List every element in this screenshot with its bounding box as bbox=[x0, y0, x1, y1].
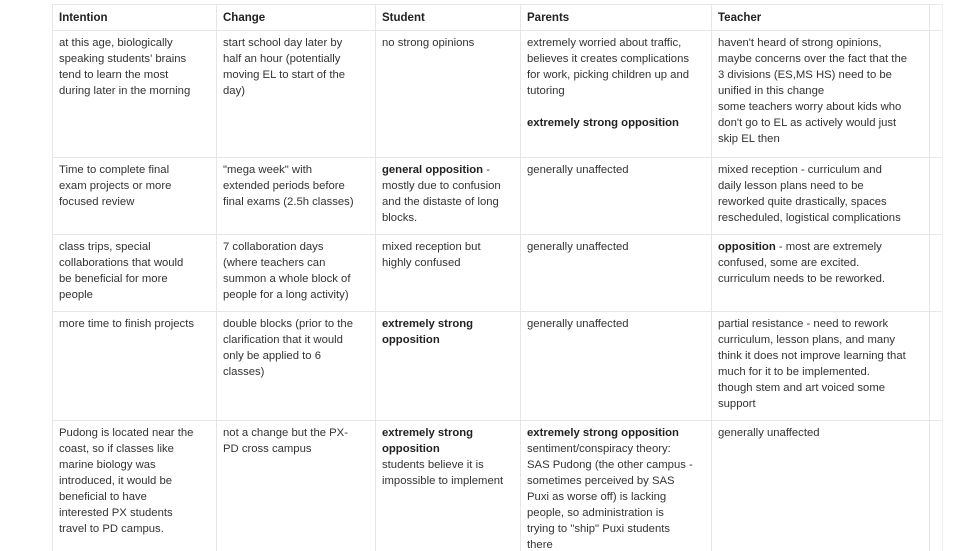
text-line: unified in this change bbox=[718, 85, 825, 97]
opposition-label: extremely strong bbox=[382, 427, 474, 439]
text-line: impossible to implement bbox=[382, 475, 504, 487]
text-line: day) bbox=[223, 85, 245, 97]
cell-change bbox=[217, 158, 376, 235]
text-line: moving EL to start of the bbox=[223, 69, 346, 81]
text-line: "mega week" with bbox=[223, 164, 313, 176]
text-line: sometimes perceived by SAS bbox=[527, 475, 675, 487]
cell-intention bbox=[53, 158, 217, 235]
text-line: during later in the morning bbox=[59, 85, 191, 97]
opposition-label: opposition bbox=[382, 443, 440, 455]
text-line: half an hour (potentially bbox=[223, 53, 341, 65]
text-line: no strong opinions bbox=[382, 37, 475, 49]
table-row bbox=[53, 421, 943, 551]
text-line: tutoring bbox=[527, 85, 565, 97]
text-line: focused review bbox=[59, 196, 135, 208]
text-line: trying to "ship" Puxi students bbox=[527, 523, 671, 535]
cell-student bbox=[376, 235, 521, 312]
text-line: summon a whole block of bbox=[223, 273, 351, 285]
text-line: Puxi as worse off) is lacking bbox=[527, 491, 667, 503]
text-line: collaborations that would bbox=[59, 257, 184, 269]
edge-fade bbox=[932, 0, 980, 551]
header-teacher: Teacher bbox=[712, 5, 930, 31]
text-line: class trips, special bbox=[59, 241, 151, 253]
text-line: introduced, it would be bbox=[59, 475, 173, 487]
text-line: coast, so if classes like bbox=[59, 443, 174, 455]
cell-parents bbox=[521, 312, 712, 421]
text-line: speaking students' brains bbox=[59, 53, 187, 65]
header-student: Student bbox=[376, 5, 521, 31]
table-row bbox=[53, 312, 943, 421]
text-line: students believe it is bbox=[382, 459, 484, 471]
text-line: much for it to be implemented. bbox=[718, 366, 870, 378]
text-fragment: - most are extremely bbox=[775, 241, 882, 253]
text-line: don't go to EL as actively would just bbox=[718, 117, 897, 129]
text-line: and the distaste of long bbox=[382, 196, 499, 208]
text-line: people bbox=[59, 289, 93, 301]
text-line: classes) bbox=[223, 366, 265, 378]
text-line: curriculum, lesson plans, and many bbox=[718, 334, 896, 346]
table-row bbox=[53, 158, 943, 235]
text-line: extremely worried about traffic, bbox=[527, 37, 682, 49]
text-line bbox=[382, 162, 514, 178]
text-line: some teachers worry about kids who bbox=[718, 101, 902, 113]
cell-student bbox=[376, 421, 521, 551]
header-parents: Parents bbox=[521, 5, 712, 31]
cell-student bbox=[376, 158, 521, 235]
opposition-label: opposition bbox=[718, 241, 776, 253]
cell-student bbox=[376, 31, 521, 158]
text-line: PD cross campus bbox=[223, 443, 312, 455]
text-line: final exams (2.5h classes) bbox=[223, 196, 354, 208]
text-line bbox=[718, 239, 923, 255]
opposition-label: general opposition bbox=[382, 164, 484, 176]
text-line: partial resistance - need to rework bbox=[718, 318, 889, 330]
text-line: at this age, biologically bbox=[59, 37, 173, 49]
opposition-label: extremely strong opposition bbox=[527, 117, 679, 129]
cell-parents bbox=[521, 421, 712, 551]
header-change: Change bbox=[217, 5, 376, 31]
text-line: sentiment/conspiracy theory: bbox=[527, 443, 671, 455]
text-line: more time to finish projects bbox=[59, 318, 194, 330]
text-line: haven't heard of strong opinions, bbox=[718, 37, 882, 49]
text-line: people, so administration is bbox=[527, 507, 664, 519]
text-line: though stem and art voiced some bbox=[718, 382, 886, 394]
text-line: blocks. bbox=[382, 212, 418, 224]
text-line: beneficial to have bbox=[59, 491, 147, 503]
header-row bbox=[53, 5, 943, 31]
text-line: rescheduled, logistical complications bbox=[718, 212, 901, 224]
text-line: there bbox=[527, 539, 553, 551]
cell-intention bbox=[53, 235, 217, 312]
text-line: generally unaffected bbox=[527, 241, 629, 253]
cell-intention bbox=[53, 312, 217, 421]
cell-intention bbox=[53, 421, 217, 551]
text-line: reworked quite drastically, spaces bbox=[718, 196, 887, 208]
text-line: believes it creates complications bbox=[527, 53, 689, 65]
text-line: 3 divisions (ES,MS HS) need to be bbox=[718, 69, 892, 81]
cell-parents bbox=[521, 158, 712, 235]
policy-feedback-table bbox=[52, 4, 943, 551]
text-line: think it does not improve learning that bbox=[718, 350, 906, 362]
text-line: only be applied to 6 bbox=[223, 350, 321, 362]
text-line: not a change but the PX- bbox=[223, 427, 348, 439]
text-line: support bbox=[718, 398, 756, 410]
cell-teacher bbox=[712, 31, 930, 158]
paragraph-gap bbox=[527, 99, 705, 115]
text-line: (where teachers can bbox=[223, 257, 326, 269]
text-line: skip EL then bbox=[718, 133, 780, 145]
text-line: daily lesson plans need to be bbox=[718, 180, 864, 192]
text-line: clarification that it would bbox=[223, 334, 343, 346]
opposition-label: extremely strong opposition bbox=[527, 427, 679, 439]
opposition-label: extremely strong bbox=[382, 318, 474, 330]
text-line: curriculum needs to be reworked. bbox=[718, 273, 886, 285]
table-row bbox=[53, 31, 943, 158]
opposition-label: opposition bbox=[382, 334, 440, 346]
text-line: generally unaffected bbox=[718, 427, 820, 439]
text-line: maybe concerns over the fact that the bbox=[718, 53, 908, 65]
cell-student bbox=[376, 312, 521, 421]
text-line: interested PX students bbox=[59, 507, 173, 519]
cell-change bbox=[217, 421, 376, 551]
cell-change bbox=[217, 312, 376, 421]
cell-change bbox=[217, 235, 376, 312]
header-intention: Intention bbox=[53, 5, 217, 31]
text-line: tend to learn the most bbox=[59, 69, 169, 81]
text-line: Pudong is located near the bbox=[59, 427, 194, 439]
text-line: extended periods before bbox=[223, 180, 345, 192]
text-line: highly confused bbox=[382, 257, 461, 269]
cell-teacher bbox=[712, 158, 930, 235]
text-line: mixed reception - curriculum and bbox=[718, 164, 882, 176]
text-line: double blocks (prior to the bbox=[223, 318, 353, 330]
cell-parents bbox=[521, 31, 712, 158]
cell-teacher bbox=[712, 312, 930, 421]
text-line: generally unaffected bbox=[527, 318, 629, 330]
cell-parents bbox=[521, 235, 712, 312]
cell-teacher bbox=[712, 421, 930, 551]
text-line: mixed reception but bbox=[382, 241, 481, 253]
text-line: confused, some are excited. bbox=[718, 257, 860, 269]
cell-change bbox=[217, 31, 376, 158]
text-line: be beneficial for more bbox=[59, 273, 168, 285]
text-line: marine biology was bbox=[59, 459, 156, 471]
table-row bbox=[53, 235, 943, 312]
text-line: for work, picking children up and bbox=[527, 69, 690, 81]
cell-intention bbox=[53, 31, 217, 158]
text-line: start school day later by bbox=[223, 37, 343, 49]
text-line: travel to PD campus. bbox=[59, 523, 164, 535]
text-line: Time to complete final bbox=[59, 164, 170, 176]
cell-teacher bbox=[712, 235, 930, 312]
text-line: generally unaffected bbox=[527, 164, 629, 176]
text-line: exam projects or more bbox=[59, 180, 172, 192]
text-line: people for a long activity) bbox=[223, 289, 349, 301]
text-fragment: - bbox=[483, 164, 490, 176]
text-line: SAS Pudong (the other campus - bbox=[527, 459, 693, 471]
text-line: mostly due to confusion bbox=[382, 180, 501, 192]
text-line: 7 collaboration days bbox=[223, 241, 324, 253]
